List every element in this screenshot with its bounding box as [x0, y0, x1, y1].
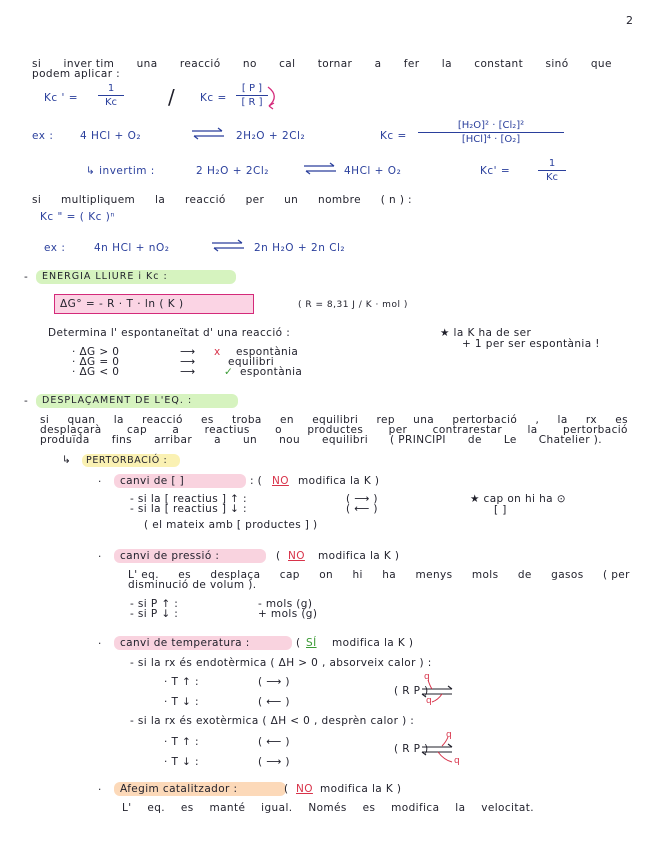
word: cap — [126, 424, 148, 436]
equilibrium-arrows-icon — [210, 239, 246, 253]
conc-label: canvi de [ ] — [120, 475, 185, 487]
example1-kc-label: Kc = — [380, 130, 407, 142]
endo-row-1-lhs: · T ↑ : — [164, 676, 199, 688]
word: mols — [471, 569, 499, 581]
conc-note-1: ★ cap on hi ha ⊙ — [470, 493, 566, 505]
gas-constant-note: ( R = 8,31 J / K · mol ) — [298, 300, 408, 310]
word: un — [242, 434, 258, 446]
kc-fraction — [236, 83, 268, 108]
word: tornar — [317, 58, 353, 70]
word: on — [319, 569, 334, 581]
word: ( n ) : — [380, 194, 412, 206]
perturbation-arrow-icon: ↳ — [62, 454, 72, 466]
exo-equilibrium: ( R P ) — [394, 743, 429, 755]
word: Chatelier ). — [538, 434, 602, 446]
conc-row-2-lhs: - si la [ reactius ] ↓ : — [130, 503, 247, 515]
pressure-mod-open: ( — [276, 550, 281, 562]
word: si — [40, 414, 50, 426]
example1-reactants: 4 HCl + O₂ — [80, 130, 142, 142]
word: nou — [279, 434, 300, 446]
dg-row-1-arrow: ⟶ — [180, 346, 196, 358]
multiply-example-products: 2n H₂O + 2n Cl₂ — [254, 242, 346, 254]
word: , — [535, 414, 540, 426]
catalyst-line — [122, 803, 534, 814]
invert-step-num: 1 — [548, 158, 556, 169]
dg-row-3-text: espontània — [240, 366, 303, 378]
conc-row-1-lhs: - si la [ reactius ] ↑ : — [130, 493, 247, 505]
conc-note-2: [ ] — [494, 504, 507, 516]
pressure-row-2-lhs: - si P ↓ : — [130, 608, 179, 620]
word: la — [113, 414, 124, 426]
example1-kc-num: [H₂O]² · [Cl₂]² — [457, 120, 525, 131]
exo-row-2-rhs: ( ⟶ ) — [258, 756, 290, 768]
endo-heat-q-bottom: q — [426, 696, 433, 706]
word: pertorbació — [452, 414, 518, 426]
word: produïda — [40, 434, 90, 446]
catalyst-no-badge: NO — [296, 783, 313, 795]
word: quan — [67, 414, 96, 426]
exo-heat-q-bottom: q — [454, 756, 461, 766]
conc-bullet: · — [98, 476, 102, 488]
word: reacció — [142, 414, 183, 426]
example1-kc-fraction — [418, 120, 564, 145]
multiply-line — [32, 195, 412, 206]
word: es — [615, 414, 628, 426]
word: cal — [279, 58, 296, 70]
pressure-row-1-lhs: - si P ↑ : — [130, 598, 179, 610]
spontaneity-note-1: ★ la K ha de ser — [440, 327, 532, 339]
pressure-label: canvi de pressió : — [120, 550, 220, 562]
word: modifica — [391, 802, 440, 814]
word: Només — [308, 802, 347, 814]
dg-row-1-lhs: · ΔG > 0 — [72, 346, 120, 358]
endothermic-line: - si la rx és endotèrmica ( ΔH > 0 , absorveix calor ) : — [130, 657, 432, 669]
pressure-bullet: · — [98, 551, 102, 563]
word: manté — [209, 802, 246, 814]
exothermic-line: - si la rx és exotèrmica ( ΔH < 0 , desprèn calor ) : — [130, 715, 415, 727]
word: la — [441, 58, 452, 70]
multiply-example-label: ex : — [44, 242, 66, 254]
word: per — [245, 194, 265, 206]
word: productes — [307, 424, 364, 436]
word: un — [284, 194, 299, 206]
word: menys — [415, 569, 453, 581]
catalyst-bullet: · — [98, 784, 102, 796]
dg-row-3-arrow: ⟶ — [180, 366, 196, 378]
word: reactius — [204, 424, 250, 436]
word: hi — [352, 569, 363, 581]
dg-row-3-mark: ✓ — [224, 366, 234, 378]
word: desplaça — [210, 569, 261, 581]
word: es — [362, 802, 376, 814]
exo-row-1-lhs: · T ↑ : — [164, 736, 199, 748]
endo-row-2-lhs: · T ↓ : — [164, 696, 199, 708]
exo-row-2-lhs: · T ↓ : — [164, 756, 199, 768]
invert-step-products: 4HCl + O₂ — [344, 165, 402, 177]
conc-mod-rest: modifica la K ) — [298, 475, 380, 487]
pressure-row-2-rhs: + mols (g) — [258, 608, 318, 620]
word: rx — [585, 414, 597, 426]
word: desplaçarà — [40, 424, 102, 436]
temp-si-badge: SÍ — [306, 637, 317, 649]
endo-row-1-rhs: ( ⟶ ) — [258, 676, 290, 688]
invert-curved-arrow-icon — [266, 84, 282, 110]
endo-row-2-rhs: ( ⟵ ) — [258, 696, 290, 708]
pressure-row-1-rhs: - mols (g) — [258, 598, 313, 610]
word: o — [275, 424, 282, 436]
word: una — [136, 58, 158, 70]
word: multipliquem — [61, 194, 136, 206]
kc-prime-den: Kc — [98, 95, 124, 108]
word: a — [214, 434, 221, 446]
word: fer — [403, 58, 420, 70]
endo-heat-q-top: q — [424, 672, 431, 682]
kc-label: Kc = — [200, 92, 227, 104]
invert-step-den: Kc — [538, 170, 566, 183]
equilibrium-arrows-icon — [190, 127, 226, 141]
word: velocitat. — [481, 802, 534, 814]
word: la — [155, 194, 166, 206]
dg-row-2-lhs: · ΔG = 0 — [72, 356, 120, 368]
word: la — [557, 414, 568, 426]
word: a — [374, 58, 382, 70]
word: es — [201, 414, 214, 426]
word: reacció — [179, 58, 221, 70]
catalyst-mod-open: ( — [284, 783, 289, 795]
temp-label: canvi de temperatura : — [120, 637, 250, 649]
word: la — [527, 424, 538, 436]
word: es — [178, 569, 192, 581]
word: sinó — [545, 58, 569, 70]
word: la — [455, 802, 466, 814]
word: una — [413, 414, 435, 426]
temp-mod-rest: modifica la K ) — [332, 637, 414, 649]
slash-separator: / — [168, 85, 176, 109]
word: equilibri — [322, 434, 369, 446]
displacement-para-3 — [40, 435, 602, 446]
catalyst-mod-rest: modifica la K ) — [320, 783, 402, 795]
catalyst-label: Afegim catalitzador : — [120, 783, 238, 795]
word: Le — [503, 434, 517, 446]
word: arribar — [154, 434, 193, 446]
conc-mod-open: : ( — [250, 475, 263, 487]
word: equilibri — [312, 414, 359, 426]
word: a — [172, 424, 180, 436]
invert-step-fraction — [538, 158, 566, 183]
word: igual. — [261, 802, 293, 814]
word: que — [590, 58, 612, 70]
kc-den: [ R ] — [236, 95, 268, 108]
word: eq. — [147, 802, 166, 814]
dg-row-1-mark: x — [214, 346, 221, 358]
conc-no-badge: NO — [272, 475, 289, 487]
word: gasos — [551, 569, 584, 581]
dg-row-2-arrow: ⟶ — [180, 356, 196, 368]
word: ( per — [602, 569, 630, 581]
spontaneity-note-2: + 1 per ser espontània ! — [462, 338, 600, 350]
pressure-mod-rest: modifica la K ) — [318, 550, 400, 562]
conc-row-1-rhs: ( ⟶ ) — [346, 493, 378, 505]
exo-row-1-rhs: ( ⟵ ) — [258, 736, 290, 748]
word: en — [280, 414, 294, 426]
gibbs-formula: ΔG° = - R · T · ln ( K ) — [60, 298, 184, 310]
energy-bullet: - — [24, 271, 29, 283]
energy-heading: ENERGIA LLIURE i Kc : — [42, 271, 168, 282]
perturbation-label: PERTORBACIÓ : — [86, 455, 168, 466]
exo-heat-q-top: q — [446, 730, 453, 740]
dg-row-2-text: equilibri — [228, 356, 275, 368]
kc-prime-num: 1 — [107, 83, 115, 94]
word: rep — [376, 414, 395, 426]
displacement-heading: DESPLAÇAMENT DE L'EQ. : — [42, 395, 193, 406]
word: constant — [474, 58, 524, 70]
page-number: 2 — [626, 14, 633, 27]
invert-step-reactants: 2 H₂O + 2Cl₂ — [196, 165, 269, 177]
word: pertorbació — [562, 424, 628, 436]
word: per — [388, 424, 408, 436]
word: de — [467, 434, 482, 446]
word: fins — [111, 434, 133, 446]
invert-step-label: ↳ invertim : — [86, 165, 155, 177]
kc-num: [ P ] — [241, 83, 263, 94]
equilibrium-arrows-icon — [302, 162, 338, 176]
kc-prime-label: Kc ' = — [44, 92, 79, 104]
word: troba — [232, 414, 262, 426]
pressure-line-2: disminució de volum ). — [128, 579, 257, 591]
word: nombre — [318, 194, 361, 206]
word: reacció — [185, 194, 226, 206]
invert-line-2: podem aplicar : — [32, 68, 121, 80]
word: si — [32, 194, 42, 206]
invert-step-kc-label: Kc' = — [480, 165, 511, 177]
word: ha — [382, 569, 397, 581]
example1-products: 2H₂O + 2Cl₂ — [236, 130, 306, 142]
word: cap — [279, 569, 300, 581]
kc-prime-fraction — [98, 83, 124, 108]
word: L' eq. — [128, 569, 159, 581]
endo-equilibrium: ( R P ) — [394, 685, 429, 697]
dg-row-1-text: espontània — [236, 346, 299, 358]
example1-kc-den: [HCl]⁴ · [O₂] — [418, 132, 564, 145]
word: es — [180, 802, 194, 814]
word: inver tim — [63, 58, 115, 70]
determina-line: Determina l' espontaneïtat d' una reacció : — [48, 327, 291, 339]
word: de — [517, 569, 532, 581]
multiply-example-reactants: 4n HCl + nO₂ — [94, 242, 170, 254]
multiply-formula: Kc " = ( Kc )ⁿ — [40, 211, 116, 223]
pressure-no-badge: NO — [288, 550, 305, 562]
conc-example: ( el mateix amb [ productes ] ) — [144, 519, 318, 531]
temp-bullet: · — [98, 638, 102, 650]
word: si — [32, 58, 42, 70]
temp-mod-open: ( — [296, 637, 301, 649]
example1-label: ex : — [32, 130, 54, 142]
conc-row-2-rhs: ( ⟵ ) — [346, 503, 378, 515]
displacement-bullet: - — [24, 395, 29, 407]
word: L' — [122, 802, 132, 814]
word: ( PRINCIPI — [390, 434, 446, 446]
word: no — [242, 58, 257, 70]
word: contrarestar — [432, 424, 503, 436]
dg-row-3-lhs: · ΔG < 0 — [72, 366, 120, 378]
